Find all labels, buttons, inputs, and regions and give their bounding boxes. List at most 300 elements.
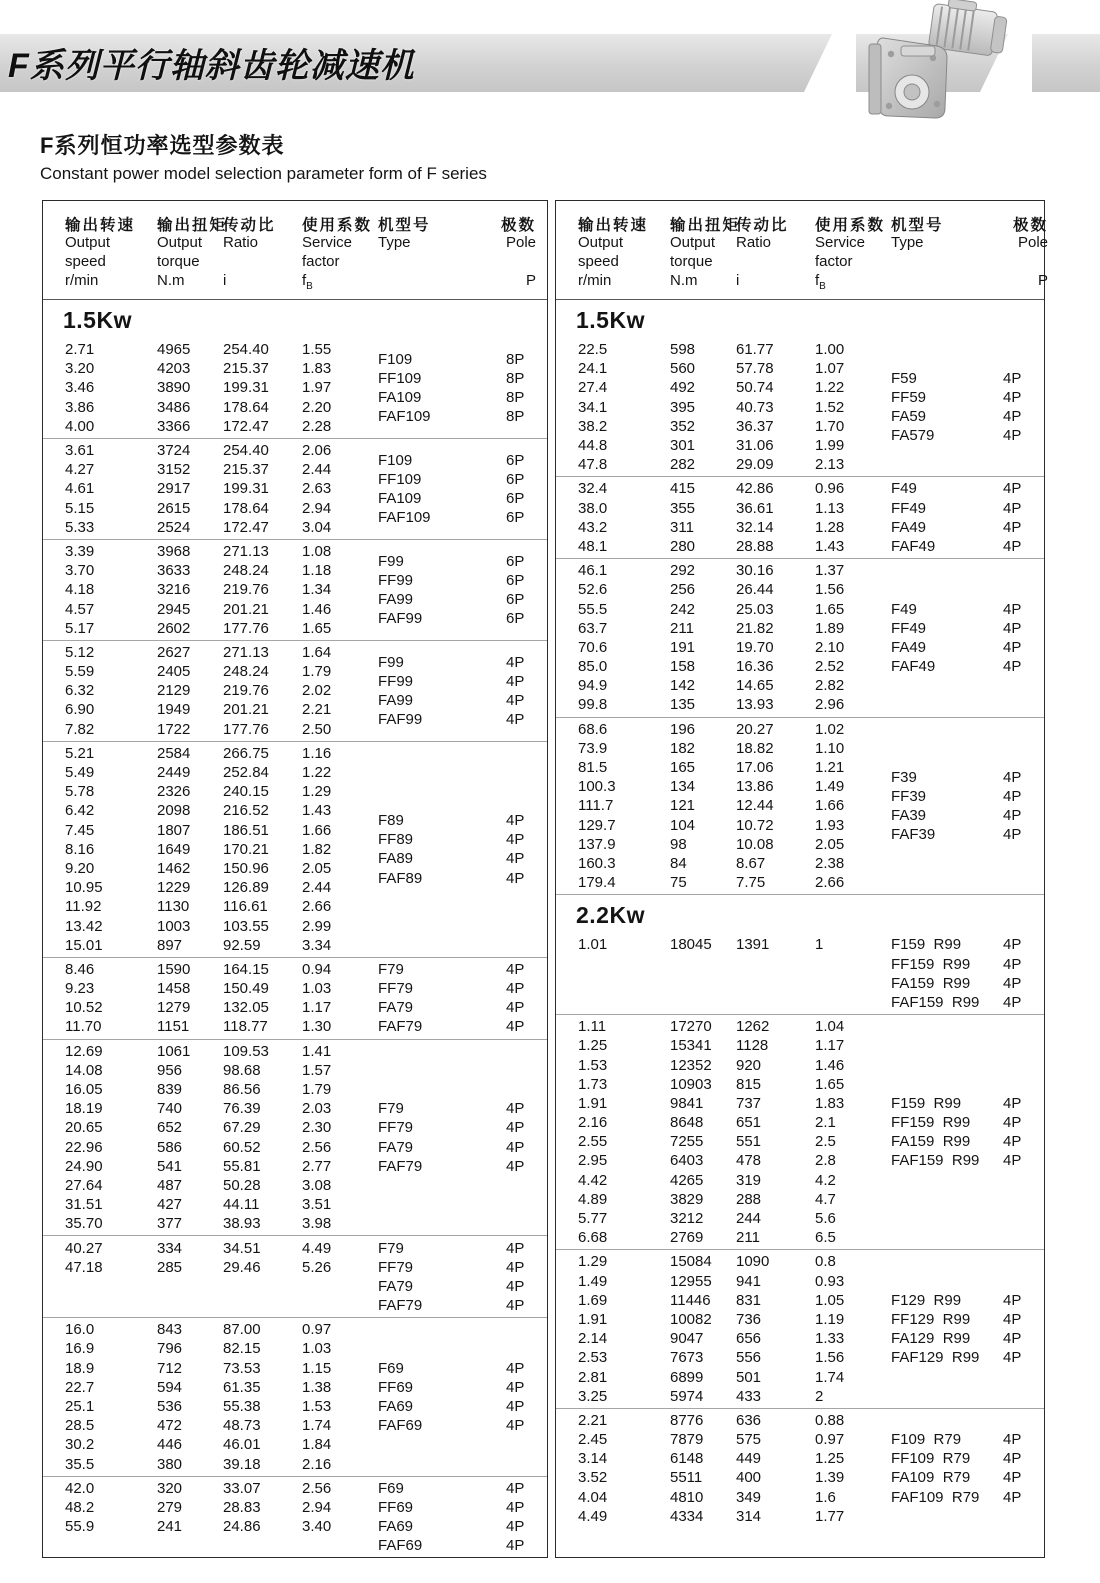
torque-cell: 1722 <box>157 720 191 738</box>
header-label-en: Ratio <box>223 234 259 251</box>
pole-cell: 8P <box>506 389 525 407</box>
torque-cell: 2098 <box>157 802 191 820</box>
numeric-rows <box>578 1250 891 1408</box>
header-label-zh: 极数 <box>500 217 536 234</box>
speed-cell: 2.16 <box>578 1114 608 1132</box>
factor-cell: 2.44 <box>302 461 332 479</box>
pole-cell: 4P <box>506 653 525 671</box>
speed-cell: 3.52 <box>578 1469 608 1487</box>
ratio-cell: 26.44 <box>736 581 774 599</box>
type-column <box>378 1040 542 1236</box>
type-cell: F79 <box>378 1239 404 1257</box>
banner-band-edge <box>1032 34 1100 92</box>
factor-cell: 1.34 <box>302 581 332 599</box>
torque-cell: 84 <box>670 854 687 872</box>
torque-cell: 377 <box>157 1215 183 1233</box>
ratio-cell: 1262 <box>736 1018 770 1036</box>
speed-cell: 81.5 <box>578 759 608 777</box>
pole-cell: 4P <box>506 1277 525 1295</box>
torque-cell: 3968 <box>157 542 191 560</box>
pole-cell: 4P <box>506 1239 525 1257</box>
torque-cell: 5974 <box>670 1387 704 1405</box>
speed-cell: 8.46 <box>65 960 95 978</box>
ratio-cell: 42.86 <box>736 480 774 498</box>
pole-cell: 4P <box>1003 936 1022 954</box>
torque-cell: 311 <box>670 518 694 536</box>
data-block <box>43 1476 547 1558</box>
table-row <box>65 460 378 479</box>
type-row <box>891 954 1039 973</box>
factor-cell: 1.56 <box>815 581 845 599</box>
type-row <box>891 518 1039 537</box>
ratio-cell: 25.03 <box>736 600 774 618</box>
header-label-en: Service <box>815 234 866 251</box>
factor-cell: 3.34 <box>302 936 332 954</box>
table-row <box>578 1291 891 1310</box>
speed-cell: 5.77 <box>578 1210 608 1228</box>
factor-cell: 1.22 <box>815 379 845 397</box>
torque-cell: 897 <box>157 936 183 954</box>
speed-cell: 27.64 <box>65 1176 103 1194</box>
ratio-cell: 46.01 <box>223 1436 261 1454</box>
header-unit <box>378 272 500 291</box>
factor-cell: 1.55 <box>302 341 332 359</box>
pole-cell: 4P <box>1003 1330 1022 1348</box>
type-row <box>891 657 1039 676</box>
type-cell: FA79 <box>378 1138 414 1156</box>
table-row <box>65 979 378 998</box>
pole-cell: 4P <box>506 1518 525 1536</box>
type-column <box>891 1250 1039 1408</box>
data-block <box>556 933 1044 1014</box>
type-row <box>378 1118 542 1137</box>
torque-cell: 320 <box>157 1479 183 1497</box>
factor-cell: 1.82 <box>302 840 332 858</box>
pole-cell: 6P <box>506 509 525 527</box>
torque-cell: 560 <box>670 360 696 378</box>
table-row <box>65 518 378 537</box>
data-block <box>556 558 1044 717</box>
numeric-rows <box>578 718 891 895</box>
speed-cell: 5.17 <box>65 619 95 637</box>
table-row <box>65 542 378 561</box>
ratio-cell: 216.52 <box>223 802 269 820</box>
torque-cell: 4810 <box>670 1488 704 1506</box>
pole-cell: 4P <box>1003 600 1022 618</box>
type-cell: FA59 <box>891 408 927 426</box>
speed-cell: 1.01 <box>578 936 608 954</box>
pole-cell: 6P <box>506 590 525 608</box>
factor-cell: 2.20 <box>302 398 332 416</box>
type-row <box>378 1397 542 1416</box>
torque-cell: 598 <box>670 341 696 359</box>
table-row <box>65 1479 378 1498</box>
pole-cell: 4P <box>1003 518 1022 536</box>
pole-cell: 4P <box>506 812 525 829</box>
header-label-en: Ratio <box>736 234 772 251</box>
table-row <box>578 777 891 796</box>
factor-cell: 1.56 <box>815 1349 845 1367</box>
table-row <box>65 499 378 518</box>
pole-cell: 6P <box>506 552 525 570</box>
header-label-zh: 传动比 <box>736 217 789 234</box>
table-row <box>65 801 378 820</box>
pole-cell: 4P <box>506 672 525 690</box>
table-row <box>65 580 378 599</box>
table-row <box>578 835 891 854</box>
ratio-cell: 92.59 <box>223 936 261 954</box>
factor-cell: 4.2 <box>815 1171 836 1189</box>
ratio-cell: 240.15 <box>223 783 269 801</box>
speed-cell: 3.39 <box>65 542 95 560</box>
ratio-cell: 118.77 <box>223 1018 268 1036</box>
type-column <box>378 1477 542 1558</box>
header-cell <box>223 213 302 291</box>
table-row <box>65 840 378 859</box>
type-row <box>891 1329 1039 1348</box>
pole-cell: 6P <box>506 470 525 488</box>
speed-cell: 10.52 <box>65 999 103 1017</box>
ratio-cell: 55.38 <box>223 1398 261 1416</box>
pole-cell: 4P <box>1003 1450 1022 1468</box>
factor-cell: 1.46 <box>302 600 332 618</box>
data-block <box>43 1235 547 1317</box>
torque-cell: 10082 <box>670 1310 712 1328</box>
factor-cell: 1.22 <box>302 764 332 782</box>
torque-cell: 158 <box>670 658 696 676</box>
factor-cell: 0.96 <box>815 480 845 498</box>
table-row <box>65 561 378 580</box>
speed-cell: 7.45 <box>65 821 95 839</box>
torque-cell: 5511 <box>670 1469 703 1487</box>
type-cell: FF159 R99 <box>891 1114 971 1132</box>
page-subtitle: Constant power model selection parameter form of F series <box>40 164 487 183</box>
factor-cell: 0.88 <box>815 1411 845 1429</box>
ratio-cell: 32.14 <box>736 518 774 536</box>
header-unit <box>891 272 1013 291</box>
torque-cell: 541 <box>157 1157 183 1175</box>
speed-cell: 35.70 <box>65 1215 103 1233</box>
speed-cell: 31.51 <box>65 1196 103 1214</box>
table-row <box>65 897 378 916</box>
header-label-zh: 输出转速 <box>578 217 649 234</box>
ratio-cell: 271.13 <box>223 542 269 560</box>
table-row <box>65 1320 378 1339</box>
factor-cell: 1.08 <box>302 542 332 560</box>
type-cell: FF69 <box>378 1378 414 1396</box>
torque-cell: 75 <box>670 874 687 892</box>
speed-cell: 20.65 <box>65 1119 103 1137</box>
table-row <box>65 1080 378 1099</box>
type-cell: FAF99 <box>378 711 423 729</box>
factor-cell: 5.26 <box>302 1258 332 1276</box>
type-row <box>378 849 542 868</box>
type-cell: F109 <box>378 350 413 368</box>
torque-cell: 1130 <box>157 898 190 916</box>
factor-cell: 2.02 <box>302 682 332 700</box>
torque-cell: 18045 <box>670 936 712 954</box>
speed-cell: 4.04 <box>578 1488 608 1506</box>
type-row <box>891 1094 1039 1113</box>
data-block <box>43 539 547 640</box>
torque-cell: 395 <box>670 398 696 416</box>
type-column <box>891 933 1039 1014</box>
header-unit: r/min <box>65 272 99 289</box>
type-cell: FF39 <box>891 787 927 805</box>
type-cell: FF79 <box>378 1258 414 1276</box>
type-row <box>891 1132 1039 1151</box>
torque-cell: 380 <box>157 1455 183 1473</box>
table-row <box>65 643 378 662</box>
factor-cell: 1.05 <box>815 1291 845 1309</box>
speed-cell: 179.4 <box>578 874 616 892</box>
factor-cell: 1.70 <box>815 417 845 435</box>
type-column <box>891 559 1039 717</box>
speed-cell: 16.9 <box>65 1340 95 1358</box>
ratio-cell: 736 <box>736 1310 762 1328</box>
factor-cell: 3.08 <box>302 1176 332 1194</box>
torque-cell: 1279 <box>157 999 191 1017</box>
speed-cell: 24.1 <box>578 360 608 378</box>
torque-cell: 285 <box>157 1258 183 1276</box>
header-label-zh: 输出扭矩 <box>670 217 741 234</box>
speed-cell: 5.78 <box>65 783 95 801</box>
speed-cell: 4.00 <box>65 417 95 435</box>
type-column <box>378 338 542 438</box>
table-row <box>578 1468 891 1487</box>
pole-cell: 8P <box>506 408 525 426</box>
ratio-cell: 82.15 <box>223 1340 261 1358</box>
header-cell <box>378 213 500 291</box>
factor-cell: 1.79 <box>302 1081 332 1099</box>
header-label-en: Type <box>891 234 924 251</box>
data-block <box>43 1317 547 1476</box>
speed-cell: 11.92 <box>65 898 102 916</box>
table-row <box>578 739 891 758</box>
torque-cell: 3212 <box>670 1210 704 1228</box>
table-row <box>578 1310 891 1329</box>
pole-cell: 4P <box>506 1157 525 1175</box>
pole-cell: 4P <box>506 980 525 998</box>
numeric-rows <box>65 540 378 640</box>
table-row <box>578 1075 891 1094</box>
table-row <box>65 479 378 498</box>
type-row <box>378 470 542 489</box>
factor-cell: 1.13 <box>815 499 845 517</box>
ratio-cell: 17.06 <box>736 759 774 777</box>
table-row <box>578 1411 891 1430</box>
header-cell <box>891 213 1013 291</box>
type-cell: FF59 <box>891 389 927 407</box>
ratio-cell: 172.47 <box>223 417 269 435</box>
ratio-cell: 31.06 <box>736 437 774 455</box>
ratio-cell: 116.61 <box>223 898 268 916</box>
type-cell: FA109 <box>378 389 422 407</box>
table-section <box>43 300 547 1557</box>
table-row <box>65 417 378 436</box>
speed-cell: 6.42 <box>65 802 95 820</box>
ratio-cell: 28.88 <box>736 537 774 555</box>
speed-cell: 2.95 <box>578 1152 608 1170</box>
speed-cell: 2.21 <box>578 1411 608 1429</box>
factor-cell: 0.97 <box>302 1321 332 1339</box>
torque-cell: 11446 <box>670 1291 711 1309</box>
table-row <box>65 619 378 638</box>
ratio-cell: 219.76 <box>223 581 269 599</box>
table-row <box>578 1271 891 1290</box>
ratio-cell: 20.27 <box>736 720 774 738</box>
factor-cell: 2.77 <box>302 1157 332 1175</box>
table-row <box>578 1488 891 1507</box>
speed-cell: 1.91 <box>578 1310 608 1328</box>
type-row <box>378 979 542 998</box>
numeric-rows <box>578 1015 891 1249</box>
numeric-rows <box>65 958 378 1039</box>
pole-cell: 4P <box>1003 974 1022 992</box>
type-cell: F99 <box>378 552 404 570</box>
table-row <box>578 1252 891 1271</box>
factor-cell: 1.18 <box>302 562 332 580</box>
pole-cell: 4P <box>506 1479 525 1497</box>
torque-cell: 8776 <box>670 1411 704 1429</box>
torque-cell: 1807 <box>157 821 191 839</box>
table-row <box>578 455 891 474</box>
torque-cell: 4203 <box>157 360 191 378</box>
speed-cell: 25.1 <box>65 1398 95 1416</box>
torque-cell: 796 <box>157 1340 183 1358</box>
factor-cell: 1.65 <box>815 1075 845 1093</box>
type-column <box>891 338 1039 476</box>
torque-cell: 279 <box>157 1498 183 1516</box>
torque-cell: 843 <box>157 1321 183 1339</box>
type-cell: FAF69 <box>378 1417 423 1435</box>
table-row <box>65 744 378 763</box>
pole-cell: 4P <box>1003 1291 1022 1309</box>
pole-cell: 4P <box>506 999 525 1017</box>
factor-cell: 1.49 <box>815 778 845 796</box>
header-label-zh: 机型号 <box>378 217 431 234</box>
data-block <box>43 741 547 957</box>
torque-cell: 134 <box>670 778 696 796</box>
factor-cell: 1.53 <box>302 1398 332 1416</box>
factor-cell: 2.96 <box>815 696 845 714</box>
speed-cell: 35.5 <box>65 1455 95 1473</box>
table-section <box>556 894 1044 1528</box>
ratio-cell: 10.08 <box>736 835 774 853</box>
torque-cell: 3829 <box>670 1190 704 1208</box>
table-row <box>578 1449 891 1468</box>
numeric-rows <box>578 338 891 476</box>
pole-cell: 6P <box>506 490 525 507</box>
speed-cell: 94.9 <box>578 677 608 695</box>
table-row <box>65 1214 378 1233</box>
ratio-cell: 248.24 <box>223 562 269 580</box>
table-row <box>578 1348 891 1367</box>
numeric-rows <box>65 1040 378 1236</box>
numeric-rows <box>65 1477 378 1558</box>
data-block <box>43 438 547 539</box>
ratio-cell: 33.07 <box>223 1479 261 1497</box>
speed-cell: 3.14 <box>578 1450 608 1468</box>
data-block <box>556 476 1044 558</box>
torque-cell: 104 <box>670 816 696 834</box>
ratio-cell: 400 <box>736 1469 762 1487</box>
power-section-label: 1.5Kw <box>576 307 645 333</box>
ratio-cell: 50.28 <box>223 1176 261 1194</box>
table-row <box>65 998 378 1017</box>
table-row <box>65 1397 378 1416</box>
speed-cell: 7.82 <box>65 720 95 738</box>
ratio-cell: 67.29 <box>223 1119 261 1137</box>
table-row <box>65 1118 378 1137</box>
ratio-cell: 288 <box>736 1190 762 1208</box>
torque-cell: 3366 <box>157 417 191 435</box>
type-row <box>378 388 542 407</box>
header-label-en: Output <box>578 234 624 251</box>
speed-cell: 5.33 <box>65 518 95 536</box>
ratio-cell: 254.40 <box>223 341 269 359</box>
torque-cell: 256 <box>670 581 696 599</box>
factor-cell: 3.04 <box>302 518 332 536</box>
ratio-cell: 38.93 <box>223 1215 261 1233</box>
type-row <box>378 350 542 369</box>
type-row <box>378 369 542 388</box>
speed-cell: 27.4 <box>578 379 608 397</box>
speed-cell: 46.1 <box>578 562 608 580</box>
speed-cell: 4.42 <box>578 1171 608 1189</box>
type-row <box>891 638 1039 657</box>
pole-cell: 4P <box>1003 955 1022 973</box>
table-row <box>65 763 378 782</box>
table-row <box>65 1061 378 1080</box>
torque-cell: 280 <box>670 537 696 555</box>
speed-cell: 55.5 <box>578 600 608 618</box>
torque-cell: 3152 <box>157 461 191 479</box>
type-row <box>378 1359 542 1378</box>
type-row <box>891 1449 1039 1468</box>
table-row <box>578 1055 891 1074</box>
speed-cell: 3.46 <box>65 379 95 397</box>
factor-cell: 1.16 <box>302 744 332 762</box>
pole-cell: 4P <box>1003 638 1022 656</box>
torque-cell: 446 <box>157 1436 183 1454</box>
type-row <box>378 1238 542 1257</box>
factor-cell: 1.74 <box>815 1368 845 1386</box>
numeric-rows <box>578 1409 891 1528</box>
type-row <box>891 806 1039 825</box>
header-unit: N.m <box>157 272 185 289</box>
factor-cell: 1.41 <box>302 1042 332 1060</box>
factor-cell: 6.5 <box>815 1229 836 1247</box>
torque-cell: 142 <box>670 677 696 695</box>
factor-cell: 2.30 <box>302 1119 332 1137</box>
type-cell: FAF79 <box>378 1157 423 1175</box>
table-row <box>578 398 891 417</box>
table-row <box>65 859 378 878</box>
header-label-en: Service <box>302 234 353 251</box>
header-label-en <box>891 253 1013 272</box>
type-row <box>891 1151 1039 1170</box>
table-row <box>65 378 378 397</box>
pole-cell: 4P <box>1003 389 1022 407</box>
torque-cell: 2584 <box>157 744 191 762</box>
torque-cell: 241 <box>157 1518 183 1536</box>
type-column <box>378 641 542 741</box>
pole-cell: 4P <box>1003 1349 1022 1367</box>
type-cell: FA159 R99 <box>891 974 971 992</box>
header-label-en: torque <box>670 253 713 270</box>
table-row <box>578 854 891 873</box>
